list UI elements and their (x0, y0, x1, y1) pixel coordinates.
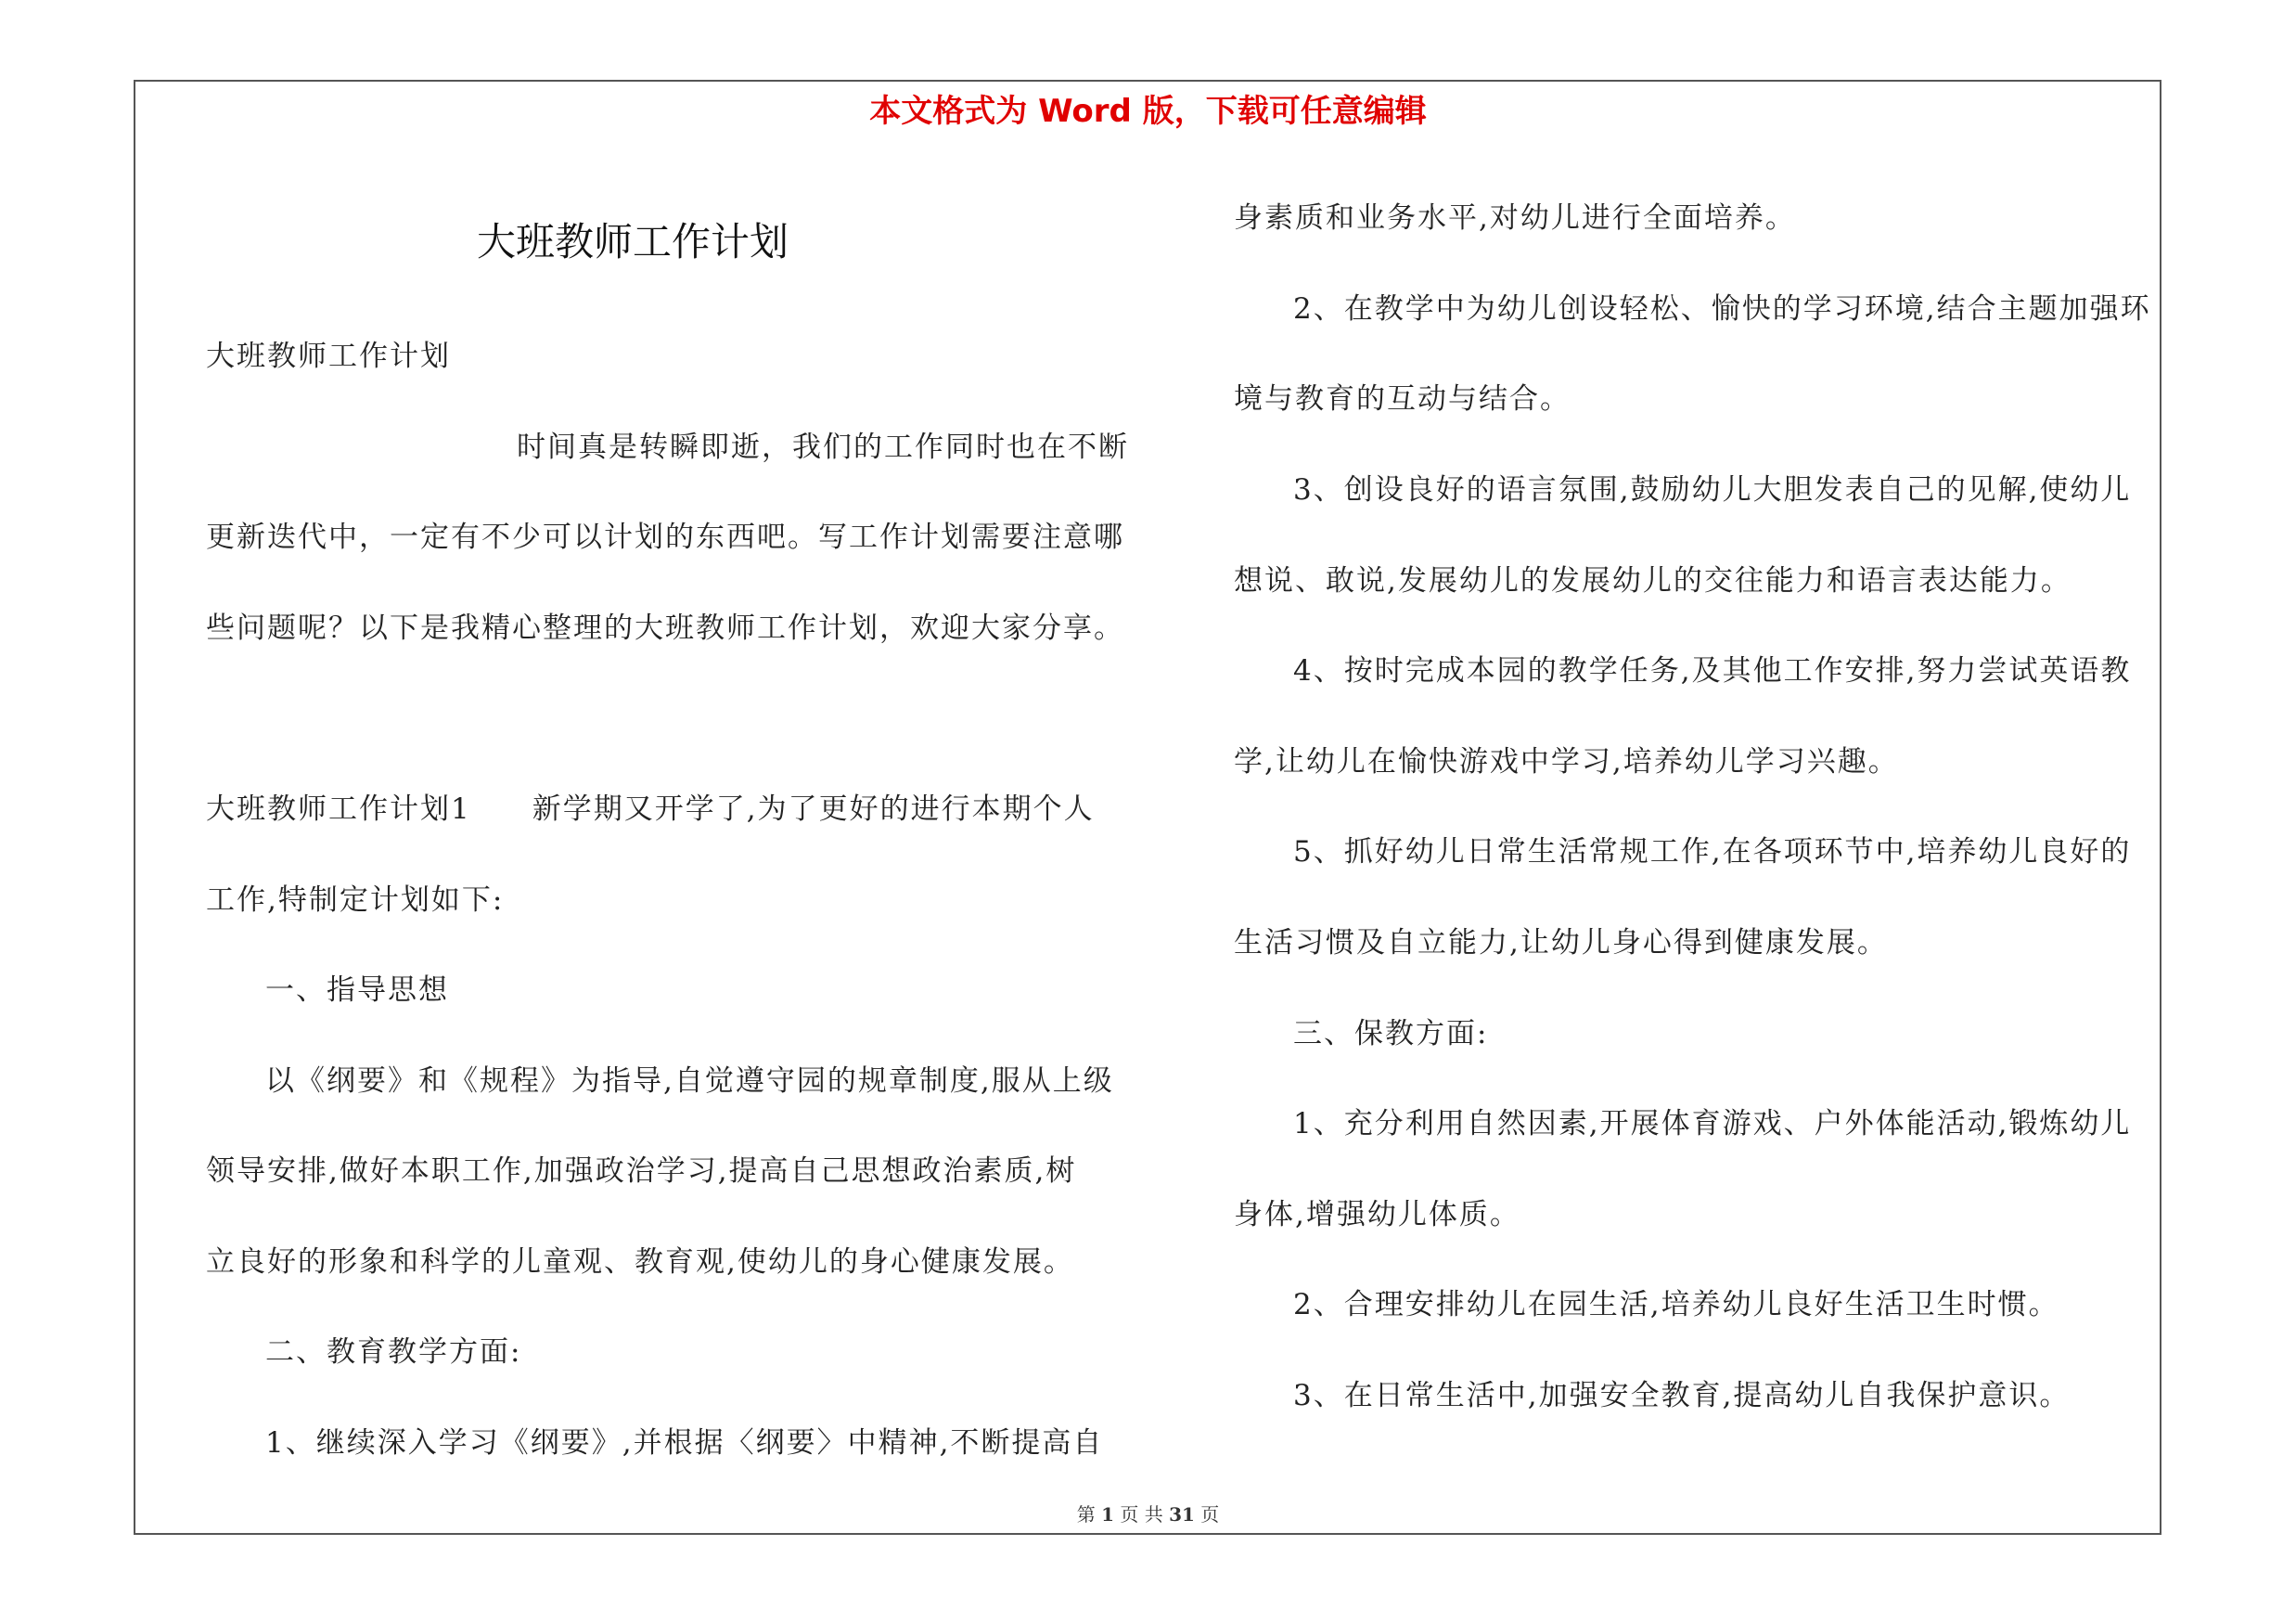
word-format-banner: 本文格式为 Word 版，下载可任意编辑 (869, 93, 1427, 130)
paragraph-line: 1、继续深入学习《纲要》,并根据〈纲要〉中精神,不断提高自 (265, 1426, 1104, 1460)
paragraph-line: 立良好的形象和科学的儿童观、教育观,使幼儿的身心健康发展。 (206, 1245, 1074, 1279)
paragraph-line: 想说、敢说,发展幼儿的发展幼儿的交往能力和语言表达能力。 (1234, 564, 2072, 598)
paragraph-line: 更新迭代中，一定有不少可以计划的东西吧。写工作计划需要注意哪 (206, 521, 1124, 554)
paragraph-line: 些问题呢？以下是我精心整理的大班教师工作计划，欢迎大家分享。 (206, 612, 1124, 645)
paragraph-line: 大班教师工作计划 (206, 340, 451, 373)
paragraph-line: 领导安排,做好本职工作,加强政治学习,提高自己思想政治素质,树 (206, 1154, 1077, 1188)
section-heading: 三、保教方面: (1293, 1017, 1489, 1050)
total-page-count: 31 (1169, 1503, 1195, 1526)
footer-prefix: 第 (1076, 1503, 1096, 1526)
paragraph-line: 2、在教学中为幼儿创设轻松、愉快的学习环境,结合主题加强环 (1293, 292, 2151, 326)
paragraph-line: 4、按时完成本园的教学任务,及其他工作安排,努力尝试英语教 (1293, 654, 2132, 688)
paragraph-line: 2、合理安排幼儿在园生活,培养幼儿良好生活卫生时惯。 (1293, 1288, 2059, 1321)
paragraph-line: 身体,增强幼儿体质。 (1234, 1198, 1520, 1231)
paragraph-line: 大班教师工作计划1 新学期又开学了,为了更好的进行本期个人 (206, 792, 1095, 826)
paragraph-line: 1、充分利用自然因素,开展体育游戏、户外体能活动,锻炼幼儿 (1293, 1107, 2132, 1140)
page-footer (0, 1500, 2296, 1526)
paragraph-line: 3、创设良好的语言氛围,鼓励幼儿大胆发表自己的见解,使幼儿 (1293, 473, 2132, 507)
paragraph-line: 身素质和业务水平,对幼儿进行全面培养。 (1234, 201, 1796, 235)
paragraph-line: 时间真是转瞬即逝，我们的工作同时也在不断 (517, 431, 1129, 464)
paragraph-line: 学,让幼儿在愉快游戏中学习,培养幼儿学习兴趣。 (1234, 745, 1899, 779)
paragraph-line: 工作,特制定计划如下: (206, 883, 505, 917)
section-heading: 一、指导思想 (265, 973, 449, 1007)
section-heading: 二、教育教学方面: (265, 1335, 522, 1369)
current-page-number: 1 (1101, 1503, 1114, 1526)
paragraph-line: 生活习惯及自立能力,让幼儿身心得到健康发展。 (1234, 926, 1888, 960)
footer-suffix: 页 (1200, 1503, 1220, 1526)
paragraph-line: 3、在日常生活中,加强安全教育,提高幼儿自我保护意识。 (1293, 1379, 2071, 1412)
paragraph-line: 以《纲要》和《规程》为指导,自觉遵守园的规章制度,服从上级 (265, 1064, 1114, 1098)
paragraph-line: 境与教育的互动与结合。 (1234, 382, 1571, 416)
paragraph-line: 5、抓好幼儿日常生活常规工作,在各项环节中,培养幼儿良好的 (1293, 835, 2132, 869)
footer-mid: 页 共 (1120, 1503, 1163, 1526)
document-title: 大班教师工作计划 (476, 219, 789, 264)
